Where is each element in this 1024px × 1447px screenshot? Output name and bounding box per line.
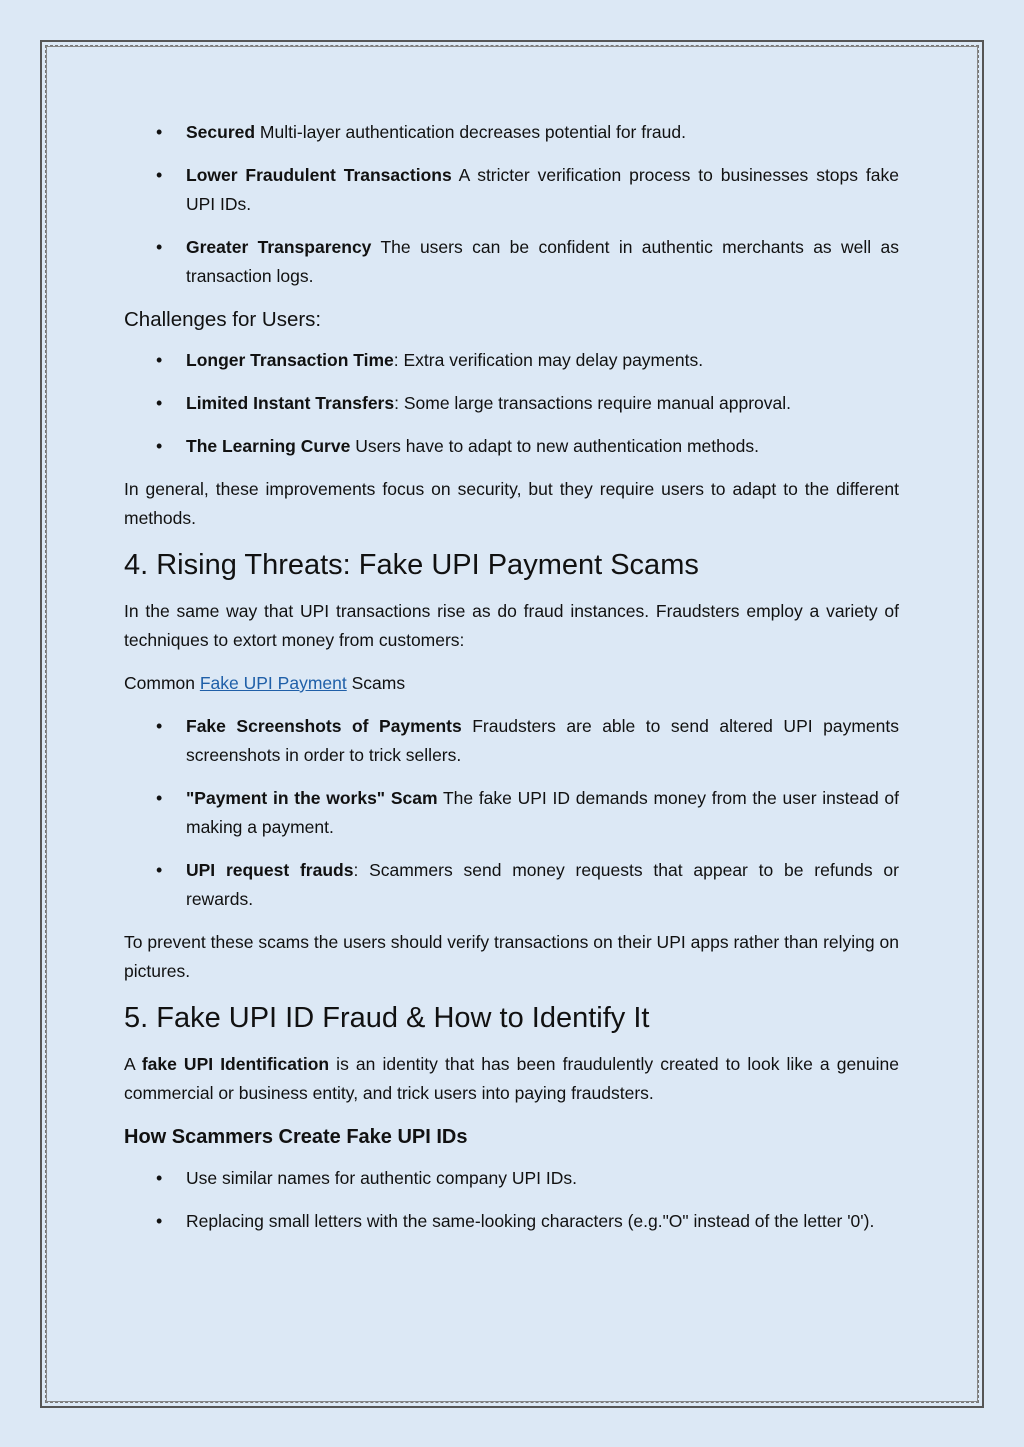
benefits-list [124, 118, 899, 291]
list-item: • Use similar names for authentic company UPI IDs. [186, 1164, 899, 1193]
section4-closing: To prevent these scams the users should verify transactions on their UPI apps rather than relying on pictures. [124, 932, 899, 981]
section5-heading: 5. Fake UPI ID Fraud & How to Identify It [124, 1002, 650, 1034]
list-item: • Replacing small letters with the same-looking characters (e.g."O" instead of the letter '0'). [186, 1207, 899, 1236]
section5-intro: A fake UPI Identification is an identity that has been fraudulently created to look like a genuine commercial or business entity, and trick users into paying fraudsters. [124, 1054, 900, 1103]
document-page [124, 118, 899, 1250]
challenges-heading: Challenges for Users: [124, 308, 322, 331]
list-item: • Greater Transparency The users can be confident in authentic merchants as well as transaction logs. [186, 233, 899, 291]
list-item: • UPI request frauds: Scammers send money requests that appear to be refunds or rewards. [186, 856, 899, 914]
list-item: • Fake Screenshots of Payments Fraudsters are able to send altered UPI payments screenshots in order to trick sellers. [186, 712, 899, 770]
list-item: • Secured Multi-layer authentication decreases potential for fraud. [186, 118, 899, 147]
list-item: • "Payment in the works" Scam The fake UPI ID demands money from the user instead of making a payment. [186, 784, 899, 842]
scams-list [124, 712, 899, 914]
section4-intro: In the same way that UPI transactions rise as do fraud instances. Fraudsters employ a variety of techniques to extort money from customers: [124, 601, 899, 650]
section5-subheading: How Scammers Create Fake UPI IDs [124, 1126, 468, 1148]
list-item: • Lower Fraudulent Transactions A stricter verification process to businesses stops fake UPI IDs. [186, 161, 899, 219]
methods-list [124, 1164, 899, 1236]
list-item: • Limited Instant Transfers: Some large transactions require manual approval. [186, 389, 899, 418]
list-item: • Longer Transaction Time: Extra verification may delay payments. [186, 346, 899, 375]
summary-paragraph: In general, these improvements focus on security, but they require users to adapt to the different methods. [124, 479, 899, 528]
challenges-list [124, 346, 899, 461]
fake-upi-payment-link[interactable]: Fake UPI Payment [199, 673, 347, 693]
common-scams-line: Common Fake UPI Payment Scams [124, 673, 406, 693]
list-item: • The Learning Curve Users have to adapt to new authentication methods. [186, 432, 899, 461]
section4-heading: 4. Rising Threats: Fake UPI Payment Scams [124, 549, 699, 581]
